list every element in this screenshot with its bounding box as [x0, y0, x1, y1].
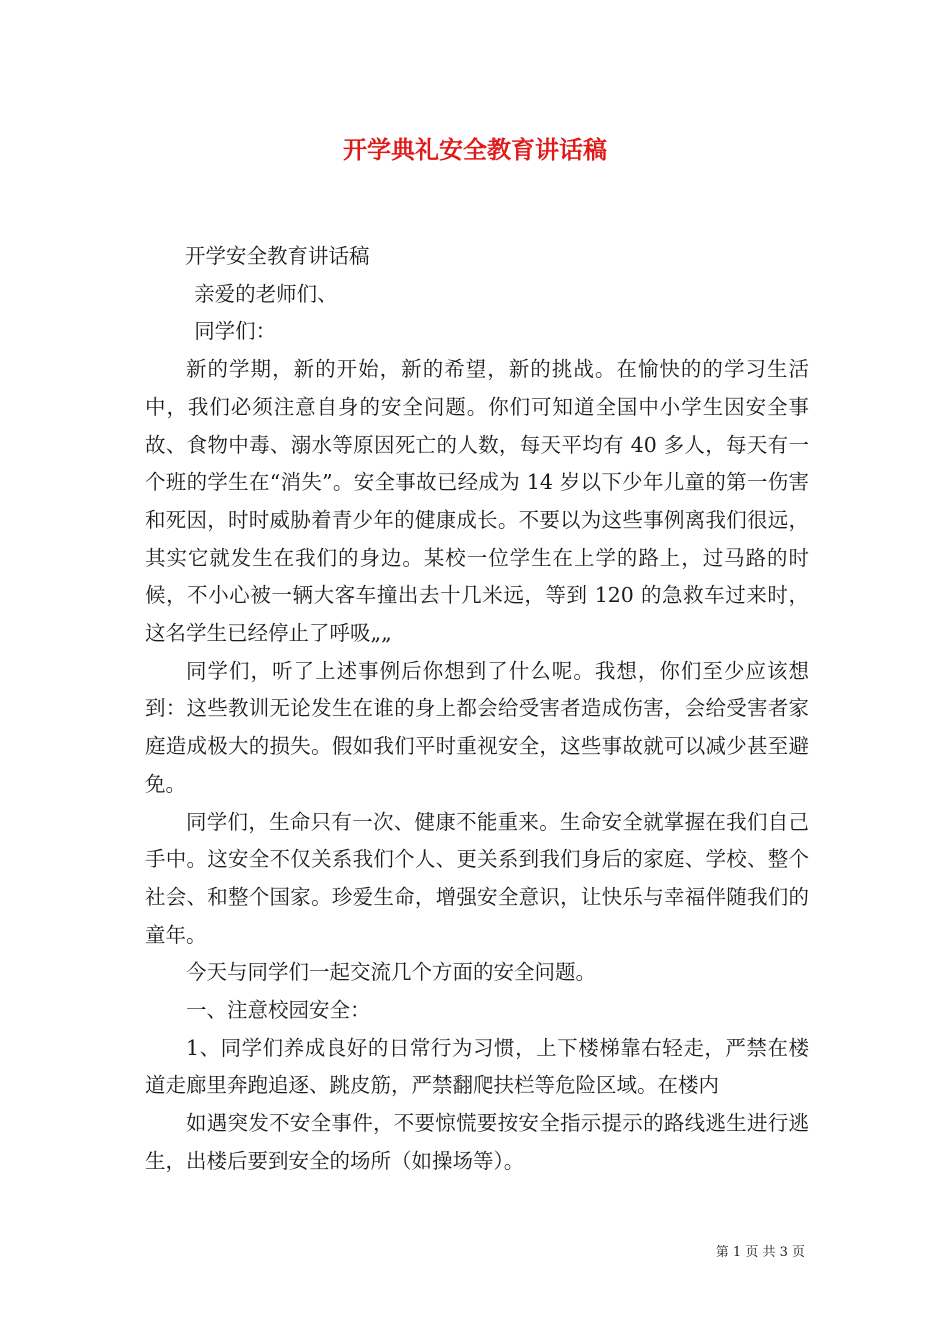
page-number-footer: 第 1 页 共 3 页 — [715, 1245, 805, 1260]
body-paragraph: 新的学期，新的开始，新的希望，新的挑战。在愉快的的学习生活中，我们必须注意自身的安全问题。你们可知道全国中小学生因安全事故、食物中毒、溺水等原因死亡的人数，每天平均有 40 多人，每天有一个班的学生在“消失”。安全事故已经成为 14 岁以下少年儿童的第一伤害和死因，时时威胁着青少年的健康成长。不要以为这些事例离我们很远，其实它就发生在我们的身边。某校一位学生在上学的路上，过马路的时候，不小心被一辆大客车撞出去十几米远，等到 120 的急救车过来时，这名学生已经停止了呼吸„„ — [145, 357, 809, 646]
document-body — [145, 238, 809, 1181]
salutation-line: 亲爱的老师们、 — [194, 281, 338, 306]
body-paragraph: 同学们，生命只有一次、健康不能重来。生命安全就掌握在我们自己手中。这安全不仅关系我们个人、更关系到我们身后的家庭、学校、整个社会、和整个国家。珍爱生命，增强安全意识，让快乐与幸福伴随我们的童年。 — [145, 809, 809, 947]
body-paragraph: 同学们，听了上述事例后你想到了什么呢。我想，你们至少应该想到：这些教训无论发生在谁的身上都会给受害者造成伤害，会给受害者家庭造成极大的损失。假如我们平时重视安全，这些事故就可以减少甚至避免。 — [145, 658, 809, 796]
body-paragraph: 今天与同学们一起交流几个方面的安全问题。 — [186, 960, 596, 985]
salutation-line: 同学们： — [194, 319, 277, 344]
document-title: 开学典礼安全教育讲话稿 — [343, 135, 607, 164]
body-heading-line: 开学安全教育讲话稿 — [184, 244, 370, 268]
section-heading: 一、注意校园安全： — [186, 998, 371, 1023]
body-paragraph: 如遇突发不安全事件，不要惊慌要按安全指示提示的路线逃生进行逃生，出楼后要到安全的场所（如操场等）。 — [145, 1111, 809, 1173]
body-paragraph: 1、同学们养成良好的日常行为习惯，上下楼梯靠右轻走，严禁在楼道走廊里奔跑追逐、跳皮筋，严禁翻爬扶栏等危险区域。在楼内 — [145, 1035, 809, 1098]
